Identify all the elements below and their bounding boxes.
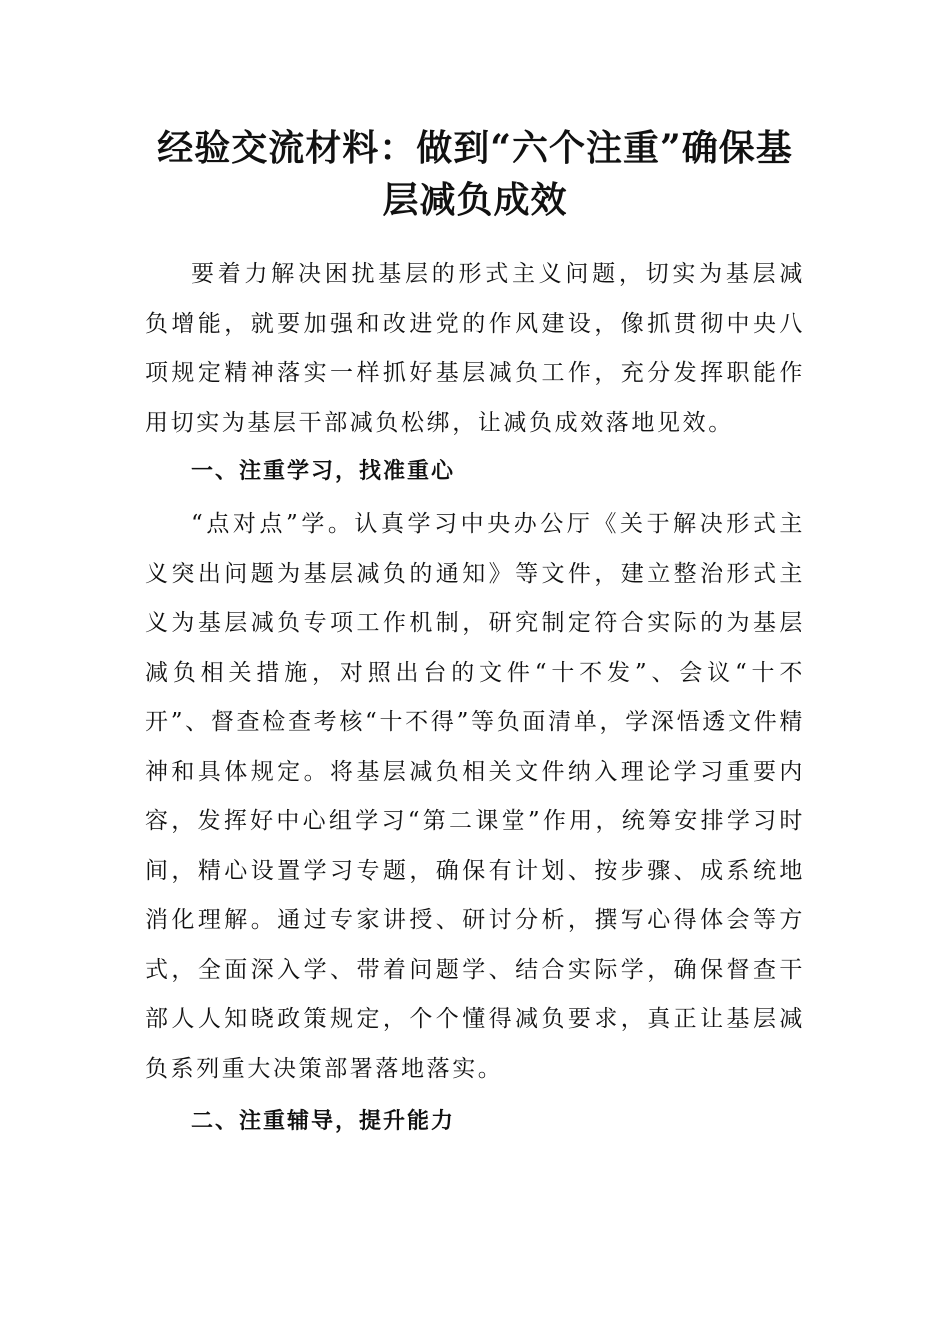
section-heading-2: 二、注重辅导，提升能力 bbox=[191, 1109, 456, 1134]
section-paragraph-1: “点对点”学。认真学习中央办公厅《关于解决形式主义突出问题为基层减负的通知》等文件，建立整治形式主义为基层减负专项工作机制，研究制定符合实际的为基层减负相关措施，对照出台的文件“十不发”、会议“十不开”、督查检查考核“十不得”等负面清单，学深悟透文件精神和具体规定。将基层减负相关文件纳入理论学习重要内容，发挥好中心组学习“第二课堂”作用，统筹安排学习时间，精心设置学习专题，确保有计划、按步骤、成系统地消化理解。通过专家讲授、研讨分析，撰写心得体会等方式，全面深入学、带着问题学、结合实际学，确保督查干部人人知晓政策规定，个个懂得减负要求，真正让基层减负系列重大决策部署落地落实。 bbox=[145, 511, 805, 1082]
document-title: 经验交流材料：做到“六个注重”确保基层减负成效 bbox=[157, 127, 793, 221]
intro-paragraph: 要着力解决困扰基层的形式主义问题，切实为基层减负增能，就要加强和改进党的作风建设，像抓贯彻中央八项规定精神落实一样抓好基层减负工作，充分发挥职能作用切实为基层干部减负松绑，让减负成效落地见效。 bbox=[145, 261, 805, 436]
section-heading-1: 一、注重学习，找准重心 bbox=[191, 459, 456, 484]
